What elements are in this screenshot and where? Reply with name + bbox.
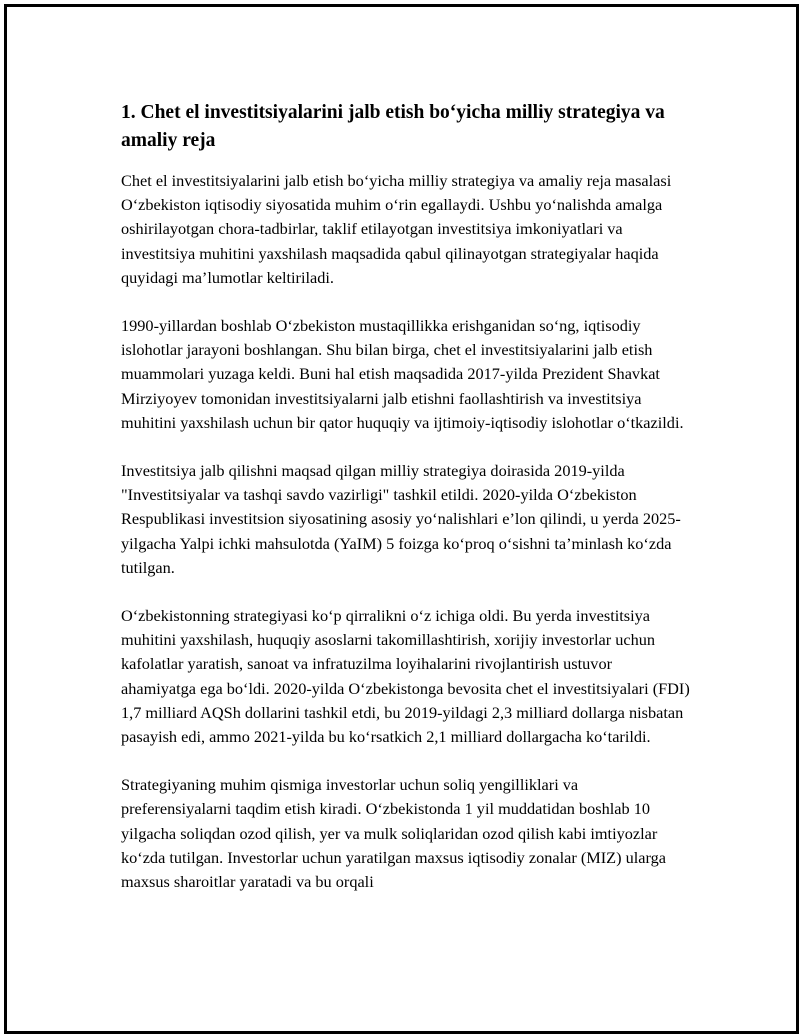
paragraph-history: 1990-yillardan boshlab O‘zbekiston mustaqillikka erishganidan so‘ng, iqtisodiy islohotlar jarayoni boshlangan. Shu bilan birga, chet el investitsiyalarini jalb etish muammolari yuzaga keldi. Buni hal etish maqsadida 2017-yilda Prezident Shavkat Mirziyoyev tomonidan investitsiyalarni jalb etishni faollashtirish va investitsiya muhitini yaxshilash uchun bir qator huquqiy va ijtimoiy-iqtisodiy islohotlar o‘tkazildi. <box>121 316 684 432</box>
document-page <box>4 4 799 1034</box>
paragraph-intro: Chet el investitsiyalarini jalb etish bo‘yicha milliy strategiya va amaliy reja masalasi O‘zbekiston iqtisodiy siyosatida muhim o‘rin egallaydi. Ushbu yo‘nalishda amalga oshirilayotgan chora-tadbirlar, taklif etilayotgan investitsiya imkoniyatlari va investitsiya muhitini yaxshilash maqsadida qabul qilinayotgan strategiyalar haqida quyidagi ma’lumotlar keltiriladi. <box>121 171 672 287</box>
document-body <box>121 99 691 918</box>
paragraph-tax-incentives: Strategiyaning muhim qismiga investorlar uchun soliq yengilliklari va preferensiyalarni taqdim etish kiradi. O‘zbekistonda 1 yil muddatidan boshlab 10 yilgacha soliqdan ozod qilish, yer va mulk soliqlaridan ozod qilish kabi imtiyozlar ko‘zda tutilgan. Investorlar uchun yaratilgan maxsus iqtisodiy zonalar (MIZ) ularga maxsus sharoitlar yaratadi va bu orqali <box>121 775 666 892</box>
paragraph-strategy: O‘zbekistonning strategiyasi ko‘p qirralikni o‘z ichiga oldi. Bu yerda investitsiya muhitini yaxshilash, huquqiy asoslarni takomillashtirish, xorijiy investorlar uchun kafolatlar yaratish, sanoat va infratuzilma loyihalarini rivojlantirish ustuvor ahamiyatga ega bo‘ldi. 2020-yilda O‘zbekistonga bevosita chet el investitsiyalari (FDI) 1,7 milliard AQSh dollarini tashkil etdi, bu 2019-yildagi 2,3 milliard dollarga nisbatan pasayish edi, ammo 2021-yilda bu ko‘rsatkich 2,1 milliard dollargacha ko‘tarildi. <box>121 606 690 747</box>
section-heading: 1. Chet el investitsiyalarini jalb etish bo‘yicha milliy strategiya va amaliy reja <box>121 102 665 151</box>
paragraph-ministry: Investitsiya jalb qilishni maqsad qilgan milliy strategiya doirasida 2019-yilda "Investitsiyalar va tashqi savdo vazirligi" tashkil etildi. 2020-yilda O‘zbekiston Respublikasi investitsion siyosatining asosiy yo‘nalishlari e’lon qilindi, u yerda 2025-yilgacha Yalpi ichki mahsulotda (YaIM) 5 foizga ko‘proq o‘sishni ta’minlash ko‘zda tutilgan. <box>121 461 681 577</box>
